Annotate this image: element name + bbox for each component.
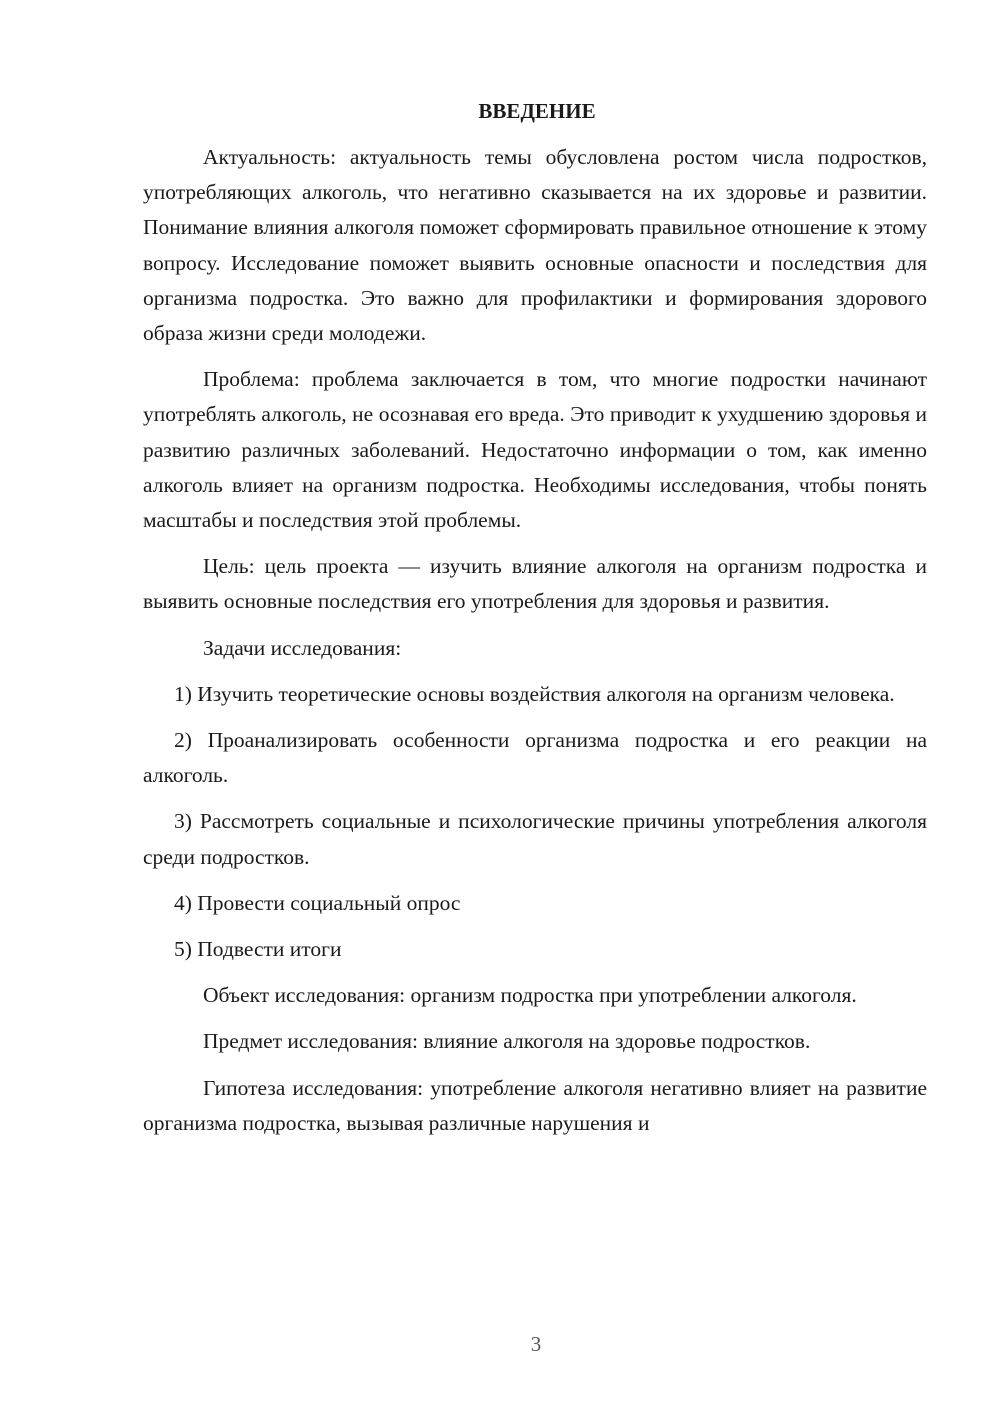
task-item-1: 1) Изучить теоретические основы воздействия алкоголя на организм человека. [174, 681, 895, 706]
paragraph-problem: Проблема: проблема заключается в том, что многие подростки начинают употреблять алкоголь, не осознавая его вреда. Это приводит к ухудшению здоровья и развитию различных заболеваний. Недостаточно информации о том, как именно алкоголь влияет на организм подростка. Необходимы исследования, чтобы понять масштабы и последствия этой проблемы. [143, 367, 927, 533]
task-item-3: 3) Рассмотреть социальные и психологические причины употребления алкоголя среди подростков. [143, 809, 927, 869]
paragraph-tasks-heading: Задачи исследования: [203, 635, 402, 660]
paragraph-hypothesis: Гипотеза исследования: употребление алкоголя негативно влияет на развитие организма подростка, вызывая различные нарушения и [143, 1075, 927, 1135]
page-title: ВВЕДЕНИЕ [478, 99, 596, 123]
paragraph-object: Объект исследования: организм подростка при употреблении алкоголя. [203, 983, 857, 1008]
paragraph-relevance: Актуальность: актуальность темы обусловлена ростом числа подростков, употребляющих алкоголь, что негативно сказывается на их здоровье и развитии. Понимание влияния алкоголя поможет сформировать правильное отношение к этому вопросу. Исследование поможет выявить основные опасности и последствия для организма подростка. Это важно для профилактики и формирования здорового образа жизни среди молодежи. [143, 145, 927, 346]
paragraph-goal: Цель: цель проекта — изучить влияние алкоголя на организм подростка и выявить основные последствия его употребления для здоровья и развития. [143, 554, 927, 614]
paragraph-subject: Предмет исследования: влияние алкоголя на здоровье подростков. [203, 1029, 811, 1054]
task-item-5: 5) Подвести итоги [174, 937, 342, 962]
task-item-2: 2) Проанализировать особенности организма подростка и его реакции на алкоголь. [143, 728, 927, 788]
task-item-4: 4) Провести социальный опрос [174, 890, 461, 915]
page-number: 3 [530, 1332, 542, 1356]
document-body [143, 94, 927, 1152]
